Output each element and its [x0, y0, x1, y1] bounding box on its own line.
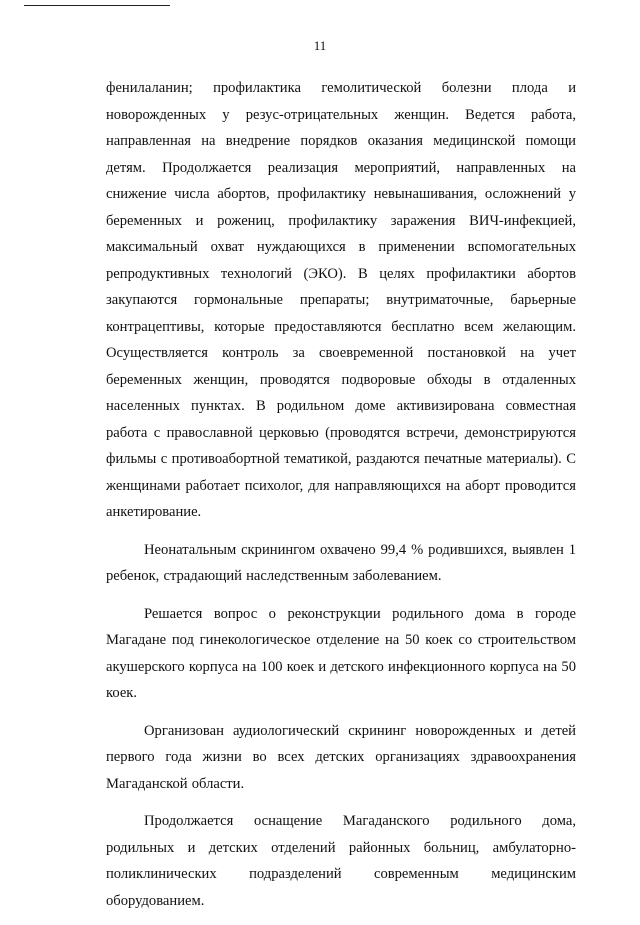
paragraph-audiological-screening: Организован аудиологический скрининг новорожденных и детей первого года жизни во всех детских организациях здравоохранения Магаданской области. — [106, 722, 576, 792]
top-rule — [24, 5, 170, 6]
paragraph-continuation: фенилаланин; профилактика гемолитической болезни плода и новорожденных у резус-отрицательных женщин. Ведется работа, направленная на внедрение порядков оказания медицинской помощи детям. Продолжается реализация мероприятий, направленных на снижение числа абортов, профилактику невынашивания, осложнений у беременных и рожениц, профилактику заражения ВИЧ-инфекцией, максимальный охват нуждающихся в применении вспомогательных репродуктивных технологий (ЭКО). В целях профилактики абортов закупаются гормональные препараты; внутриматочные, барьерные контрацептивы, которые предоставляются бесплатно всем желающим. Осуществляется контроль за своевременной постановкой на учет беременных женщин, проводятся подворовые обходы в отдаленных населенных пунктах. В родильном доме активизирована совместная работа с православной церковью (проводятся встречи, демонстрируются фильмы с противоабортной тематикой, раздаются печатные материалы). С женщинами работает психолог, для направляющихся на аборт проводится анкетирование. — [106, 80, 576, 520]
paragraph-maternity-reconstruction: Решается вопрос о реконструкции родильного дома в городе Магадане под гинекологическое отделение на 50 коек со строительством акушерского корпуса на 100 коек и детского инфекционного корпуса на 50 коек. — [106, 605, 576, 701]
paragraph-equipment: Продолжается оснащение Магаданского родильного дома, родильных и детских отделений районных больниц, амбулаторно-поликлинических подразделений современным медицинским оборудованием. — [106, 813, 576, 909]
page-number: 11 — [313, 38, 327, 53]
paragraph-neonatal-screening: Неонатальным скринингом охвачено 99,4 % родившихся, выявлен 1 ребенок, страдающий наследственным заболеванием. — [106, 541, 576, 584]
document-body — [106, 75, 576, 925]
